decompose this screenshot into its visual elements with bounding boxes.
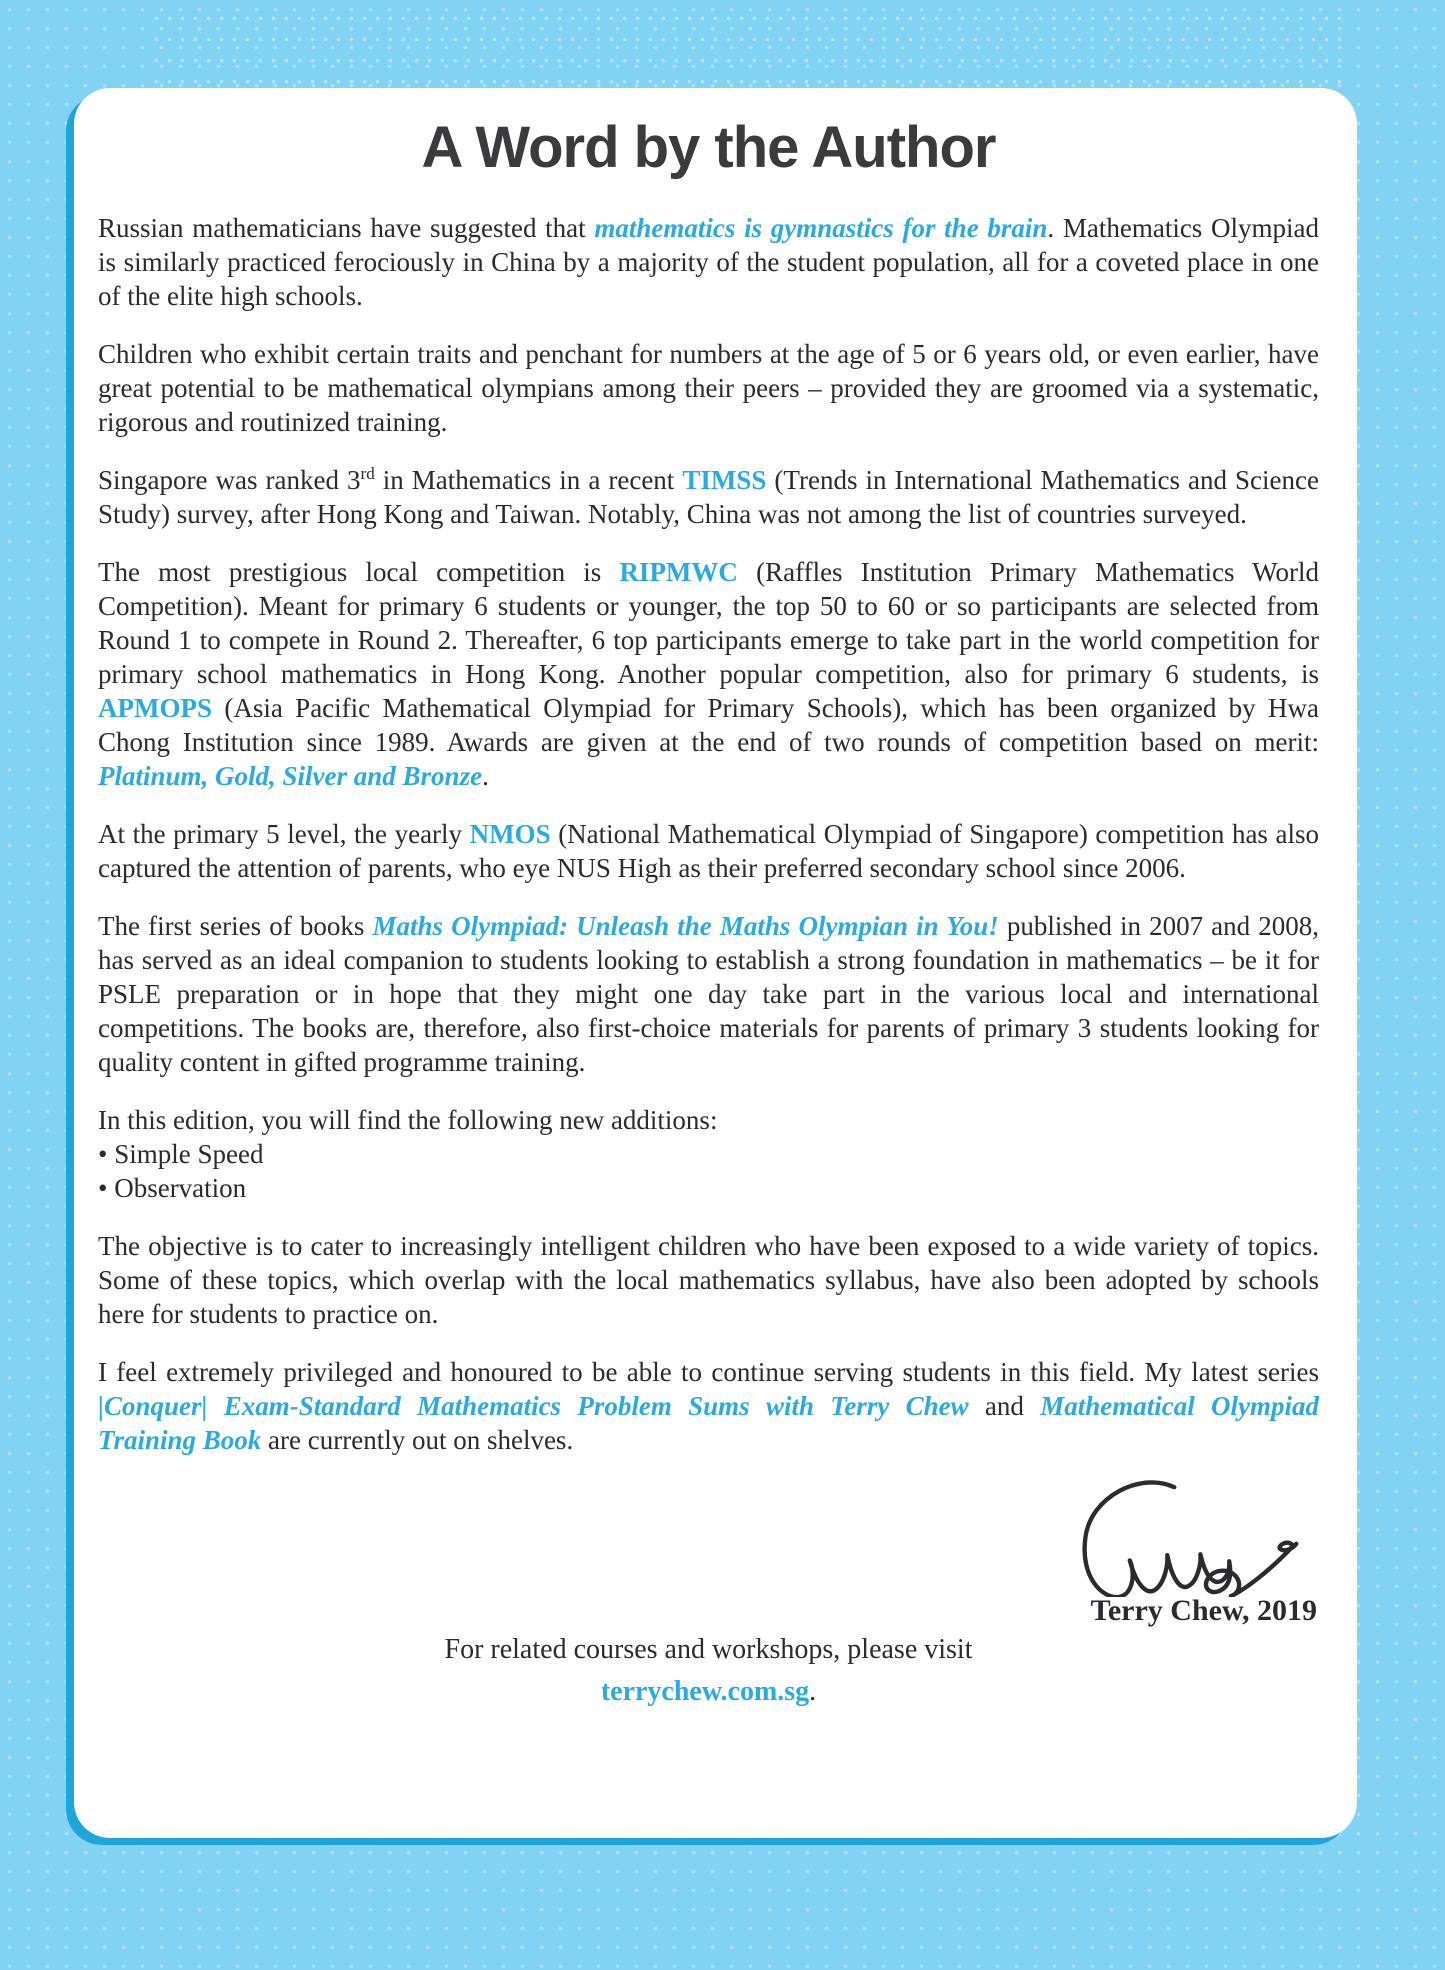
signature-block xyxy=(98,1475,1319,1628)
text-run: in Mathematics in a recent xyxy=(374,465,683,495)
footer-period: . xyxy=(809,1676,817,1707)
paragraph-6 xyxy=(98,909,1319,1079)
paragraph-8 xyxy=(98,1229,1319,1331)
text-run: published in 2007 and 2008, has served as an ideal companion to students looking to establish a strong foundation in mathematics – be it for PSLE preparation or in hope that they might one day take part in the various local and international competitions. The books are, therefore, also first-choice materials for parents of primary 3 students looking for quality content in gifted programme training. xyxy=(98,911,1320,1077)
highlight-term: Maths Olympiad: Unleash the Maths Olympian in You! xyxy=(372,911,999,941)
text-run: At the primary 5 level, the yearly xyxy=(98,819,470,849)
footer-link[interactable]: terrychew.com.sg xyxy=(600,1676,810,1707)
highlight-term: Mathematical Olympiad Training Book xyxy=(98,1391,1319,1455)
footer-text: For related courses and workshops, please visit xyxy=(444,1634,973,1665)
text-run: . Mathematics Olympiad is similarly practiced ferociously in China by a majority of the student population, all for a coveted place in one of the elite high schools. xyxy=(98,213,1319,311)
signature-image xyxy=(1051,1475,1301,1597)
paragraph-3 xyxy=(98,463,1319,531)
text-run: The first series of books xyxy=(98,911,373,941)
footer xyxy=(98,1634,1319,1708)
text-run: (Asia Pacific Mathematical Olympiad for Primary Schools), which has been organized by Hwa Chong Institution since 1989. Awards are given at the end of two rounds of competition based on merit: xyxy=(98,693,1319,757)
text-run: . xyxy=(482,761,489,791)
paragraph-4 xyxy=(98,555,1319,793)
top-dots-pattern xyxy=(150,8,1350,90)
text-run: (Raffles Institution Primary Mathematics World Competition). Meant for primary 6 students or younger, the top 50 to 60 or so participants are selected from Round 1 to compete in Round 2. Thereafter, 6 top participants emerge to take part in the world competition for primary school mathematics in Hong Kong. Another popular competition, also for primary 6 students, is xyxy=(98,557,1319,689)
paragraph-1 xyxy=(98,211,1319,313)
text-run: The most prestigious local competition is xyxy=(98,557,620,587)
text-run: are currently out on shelves. xyxy=(261,1425,574,1455)
paragraph-5 xyxy=(98,817,1319,885)
highlight-term: mathematics is gymnastics for the brain xyxy=(594,213,1048,243)
highlight-term: TIMSS xyxy=(682,465,767,495)
text-run: and xyxy=(968,1391,1041,1421)
highlight-term: APMOPS xyxy=(98,693,212,723)
signature-name: Terry Chew, 2019 xyxy=(1090,1594,1317,1627)
text-run: I feel extremely privileged and honoured to be able to continue serving students in this field. My latest series xyxy=(98,1357,1319,1387)
paragraph-7 xyxy=(98,1103,1319,1205)
text-run: The objective is to cater to increasingly intelligent children who have been exposed to a wide variety of topics. Some of these topics, which overlap with the local mathematics syllabus, have also been adopted by schools here for students to practice on. xyxy=(98,1231,1319,1329)
text-run: rd xyxy=(360,464,375,483)
content-card xyxy=(74,88,1357,1838)
paragraph-2 xyxy=(98,337,1319,439)
highlight-term: NMOS xyxy=(469,819,551,849)
text-run: Children who exhibit certain traits and penchant for numbers at the age of 5 or 6 years old, or even earlier, have great potential to be mathematical olympians among their peers – provided they are groomed via a systematic, rigorous and routinized training. xyxy=(98,339,1319,437)
highlight-term: Platinum, Gold, Silver and Bronze xyxy=(98,761,483,791)
paragraph-9 xyxy=(98,1355,1319,1457)
text-run: • Observation xyxy=(98,1173,247,1203)
text-run: Russian mathematicians have suggested that xyxy=(98,213,595,243)
text-run: Singapore was ranked 3 xyxy=(98,465,361,495)
highlight-term: |Conquer| Exam-Standard Mathematics Problem Sums with Terry Chew xyxy=(98,1391,969,1421)
text-run: In this edition, you will find the following new additions: xyxy=(98,1105,718,1135)
text-run: (National Mathematical Olympiad of Singapore) competition has also captured the attention of parents, who eye NUS High as their preferred secondary school since 2006. xyxy=(98,819,1319,883)
footer-link-line xyxy=(98,1676,1319,1708)
page-title: A Word by the Author xyxy=(421,115,996,180)
body-paragraphs xyxy=(98,211,1319,1457)
text-run: • Simple Speed xyxy=(98,1139,264,1169)
text-run: (Trends in International Mathematics and Science Study) survey, after Hong Kong and Taiwan. Notably, China was not among the list of countries surveyed. xyxy=(98,465,1319,529)
highlight-term: RIPMWC xyxy=(619,557,738,587)
